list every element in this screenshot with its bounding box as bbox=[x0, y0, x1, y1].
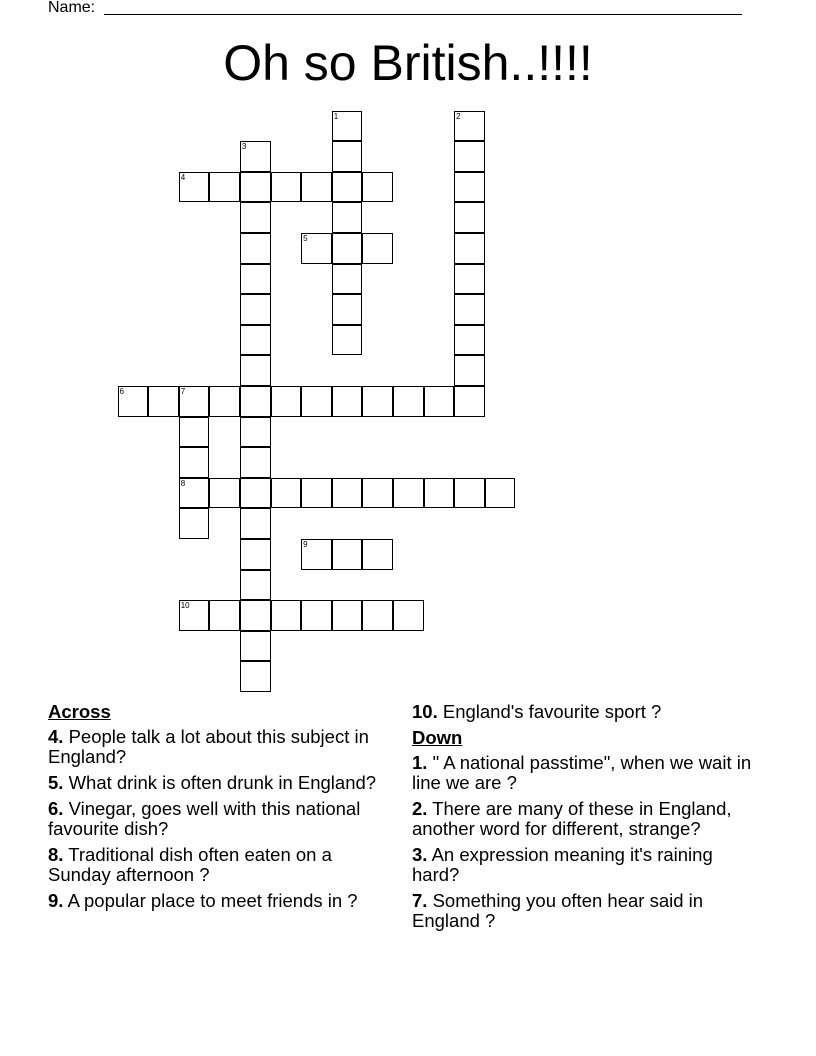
crossword-cell[interactable] bbox=[240, 264, 271, 295]
crossword-cell[interactable] bbox=[454, 264, 485, 295]
crossword-cell[interactable] bbox=[301, 600, 332, 631]
cell-number: 9 bbox=[303, 539, 308, 549]
crossword-cell[interactable] bbox=[240, 172, 271, 203]
crossword-cell[interactable] bbox=[362, 539, 393, 570]
clue-number: 9. bbox=[48, 890, 64, 911]
clue-number: 6. bbox=[48, 798, 64, 819]
crossword-cell[interactable] bbox=[362, 233, 393, 264]
crossword-cell[interactable] bbox=[454, 355, 485, 386]
crossword-cell[interactable] bbox=[424, 478, 455, 509]
crossword-cell[interactable] bbox=[454, 294, 485, 325]
clue-text: An expression meaning it's raining hard? bbox=[412, 844, 713, 885]
crossword-cell[interactable] bbox=[332, 478, 363, 509]
clue-text: Something you often hear said in England ? bbox=[412, 890, 704, 931]
crossword-cell[interactable] bbox=[209, 386, 240, 417]
crossword-cell[interactable] bbox=[301, 478, 332, 509]
crossword-cell[interactable] bbox=[332, 294, 363, 325]
crossword-cell[interactable] bbox=[485, 478, 516, 509]
crossword-cell[interactable] bbox=[332, 233, 363, 264]
crossword-cell[interactable] bbox=[240, 141, 271, 172]
cell-number: 3 bbox=[241, 142, 247, 152]
clue-across-5 bbox=[48, 773, 388, 793]
crossword-cell[interactable] bbox=[393, 478, 424, 509]
crossword-cell[interactable] bbox=[240, 447, 271, 478]
crossword-cell[interactable] bbox=[362, 478, 393, 509]
clue-text: What drink is often drunk in England? bbox=[68, 772, 377, 793]
clue-number: 4. bbox=[48, 726, 64, 747]
clue-across-8 bbox=[48, 845, 388, 885]
crossword-cell[interactable] bbox=[240, 233, 271, 264]
crossword-cell[interactable] bbox=[240, 508, 271, 539]
clue-number: 2. bbox=[412, 798, 428, 819]
clue-number: 1. bbox=[412, 752, 428, 773]
crossword-cell[interactable] bbox=[240, 661, 271, 692]
crossword-cell[interactable] bbox=[271, 600, 302, 631]
crossword-cell[interactable] bbox=[454, 202, 485, 233]
cell-number: 6 bbox=[119, 386, 124, 396]
clues-right-column bbox=[412, 702, 752, 937]
across-heading: Across bbox=[48, 701, 111, 722]
crossword-cell[interactable] bbox=[240, 539, 271, 570]
crossword-cell[interactable] bbox=[179, 417, 210, 448]
crossword-cell[interactable] bbox=[240, 294, 271, 325]
clue-down-3 bbox=[412, 845, 752, 885]
clue-down-7 bbox=[412, 891, 752, 931]
crossword-cell[interactable] bbox=[240, 417, 271, 448]
cell-number: 4 bbox=[180, 172, 186, 182]
crossword-cell[interactable] bbox=[301, 233, 332, 264]
cell-number: 1 bbox=[333, 111, 339, 121]
cell-number: 2 bbox=[456, 111, 461, 121]
crossword-cell[interactable] bbox=[454, 478, 485, 509]
crossword-cell[interactable] bbox=[271, 478, 302, 509]
crossword-cell[interactable] bbox=[454, 111, 485, 142]
clue-number: 3. bbox=[412, 844, 428, 865]
clue-text: Traditional dish often eaten on a Sunday afternoon ? bbox=[48, 844, 332, 885]
crossword-cell[interactable] bbox=[332, 325, 363, 356]
cell-number: 5 bbox=[303, 233, 308, 243]
crossword-cell[interactable] bbox=[332, 539, 363, 570]
crossword-cell[interactable] bbox=[393, 386, 424, 417]
crossword-cell[interactable] bbox=[118, 386, 149, 417]
clue-across-4 bbox=[48, 727, 388, 767]
crossword-cell[interactable] bbox=[332, 141, 363, 172]
crossword-cell[interactable] bbox=[179, 600, 210, 631]
clue-down-1 bbox=[412, 753, 752, 793]
crossword-cell[interactable] bbox=[301, 539, 332, 570]
clue-number: 8. bbox=[48, 844, 64, 865]
clue-across-9 bbox=[48, 891, 388, 911]
crossword-cell[interactable] bbox=[179, 508, 210, 539]
crossword-cell[interactable] bbox=[209, 172, 240, 203]
cell-number: 7 bbox=[180, 386, 186, 396]
crossword-cell[interactable] bbox=[179, 478, 210, 509]
crossword-cell[interactable] bbox=[209, 478, 240, 509]
crossword-cell[interactable] bbox=[179, 172, 210, 203]
crossword-cell[interactable] bbox=[454, 141, 485, 172]
crossword-cell[interactable] bbox=[332, 202, 363, 233]
clue-across-10 bbox=[412, 702, 752, 722]
crossword-cell[interactable] bbox=[240, 202, 271, 233]
crossword-cell[interactable] bbox=[332, 172, 363, 203]
crossword-cell[interactable] bbox=[454, 325, 485, 356]
crossword-cell[interactable] bbox=[332, 111, 363, 142]
clue-text: Vinegar, goes well with this national favourite dish? bbox=[48, 798, 361, 839]
clue-across-6 bbox=[48, 799, 388, 839]
clue-text: There are many of these in England, another word for different, strange? bbox=[412, 798, 732, 839]
crossword-cell[interactable] bbox=[301, 172, 332, 203]
crossword-cell[interactable] bbox=[362, 386, 393, 417]
clue-text: A popular place to meet friends in ? bbox=[67, 890, 358, 911]
crossword-cell[interactable] bbox=[271, 172, 302, 203]
crossword-cell[interactable] bbox=[393, 600, 424, 631]
clue-text: " A national passtime", when we wait in line we are ? bbox=[412, 752, 752, 793]
crossword-cell[interactable] bbox=[240, 600, 271, 631]
crossword-cell[interactable] bbox=[240, 325, 271, 356]
clue-text: People talk a lot about this subject in England? bbox=[48, 726, 369, 767]
crossword-cell[interactable] bbox=[179, 386, 210, 417]
clue-text: England's favourite sport ? bbox=[442, 701, 662, 722]
crossword-cell[interactable] bbox=[179, 447, 210, 478]
crossword-cell[interactable] bbox=[424, 386, 455, 417]
clue-number: 5. bbox=[48, 772, 64, 793]
crossword-cell[interactable] bbox=[301, 386, 332, 417]
crossword-cell[interactable] bbox=[240, 355, 271, 386]
cell-number: 8 bbox=[180, 478, 186, 488]
crossword-cell[interactable] bbox=[454, 386, 485, 417]
crossword-cell[interactable] bbox=[362, 600, 393, 631]
crossword-cell[interactable] bbox=[209, 600, 240, 631]
crossword-cell[interactable] bbox=[240, 570, 271, 601]
cell-number: 10 bbox=[180, 601, 190, 611]
name-label: Name: bbox=[48, 0, 96, 16]
clue-number: 10. bbox=[412, 701, 438, 722]
crossword-cell[interactable] bbox=[362, 172, 393, 203]
crossword-cell[interactable] bbox=[240, 631, 271, 662]
crossword-cell[interactable] bbox=[332, 264, 363, 295]
crossword-cell[interactable] bbox=[240, 478, 271, 509]
crossword-cell[interactable] bbox=[148, 386, 179, 417]
down-heading: Down bbox=[412, 727, 463, 748]
clue-down-2 bbox=[412, 799, 752, 839]
crossword-cell[interactable] bbox=[454, 233, 485, 264]
crossword-cell[interactable] bbox=[332, 386, 363, 417]
crossword-cell[interactable] bbox=[332, 600, 363, 631]
puzzle-title: Oh so British..!!!! bbox=[223, 35, 593, 91]
clue-number: 7. bbox=[412, 890, 428, 911]
crossword-cell[interactable] bbox=[454, 172, 485, 203]
crossword-cell[interactable] bbox=[240, 386, 271, 417]
crossword-cell[interactable] bbox=[271, 386, 302, 417]
clues-left-column bbox=[48, 702, 388, 917]
